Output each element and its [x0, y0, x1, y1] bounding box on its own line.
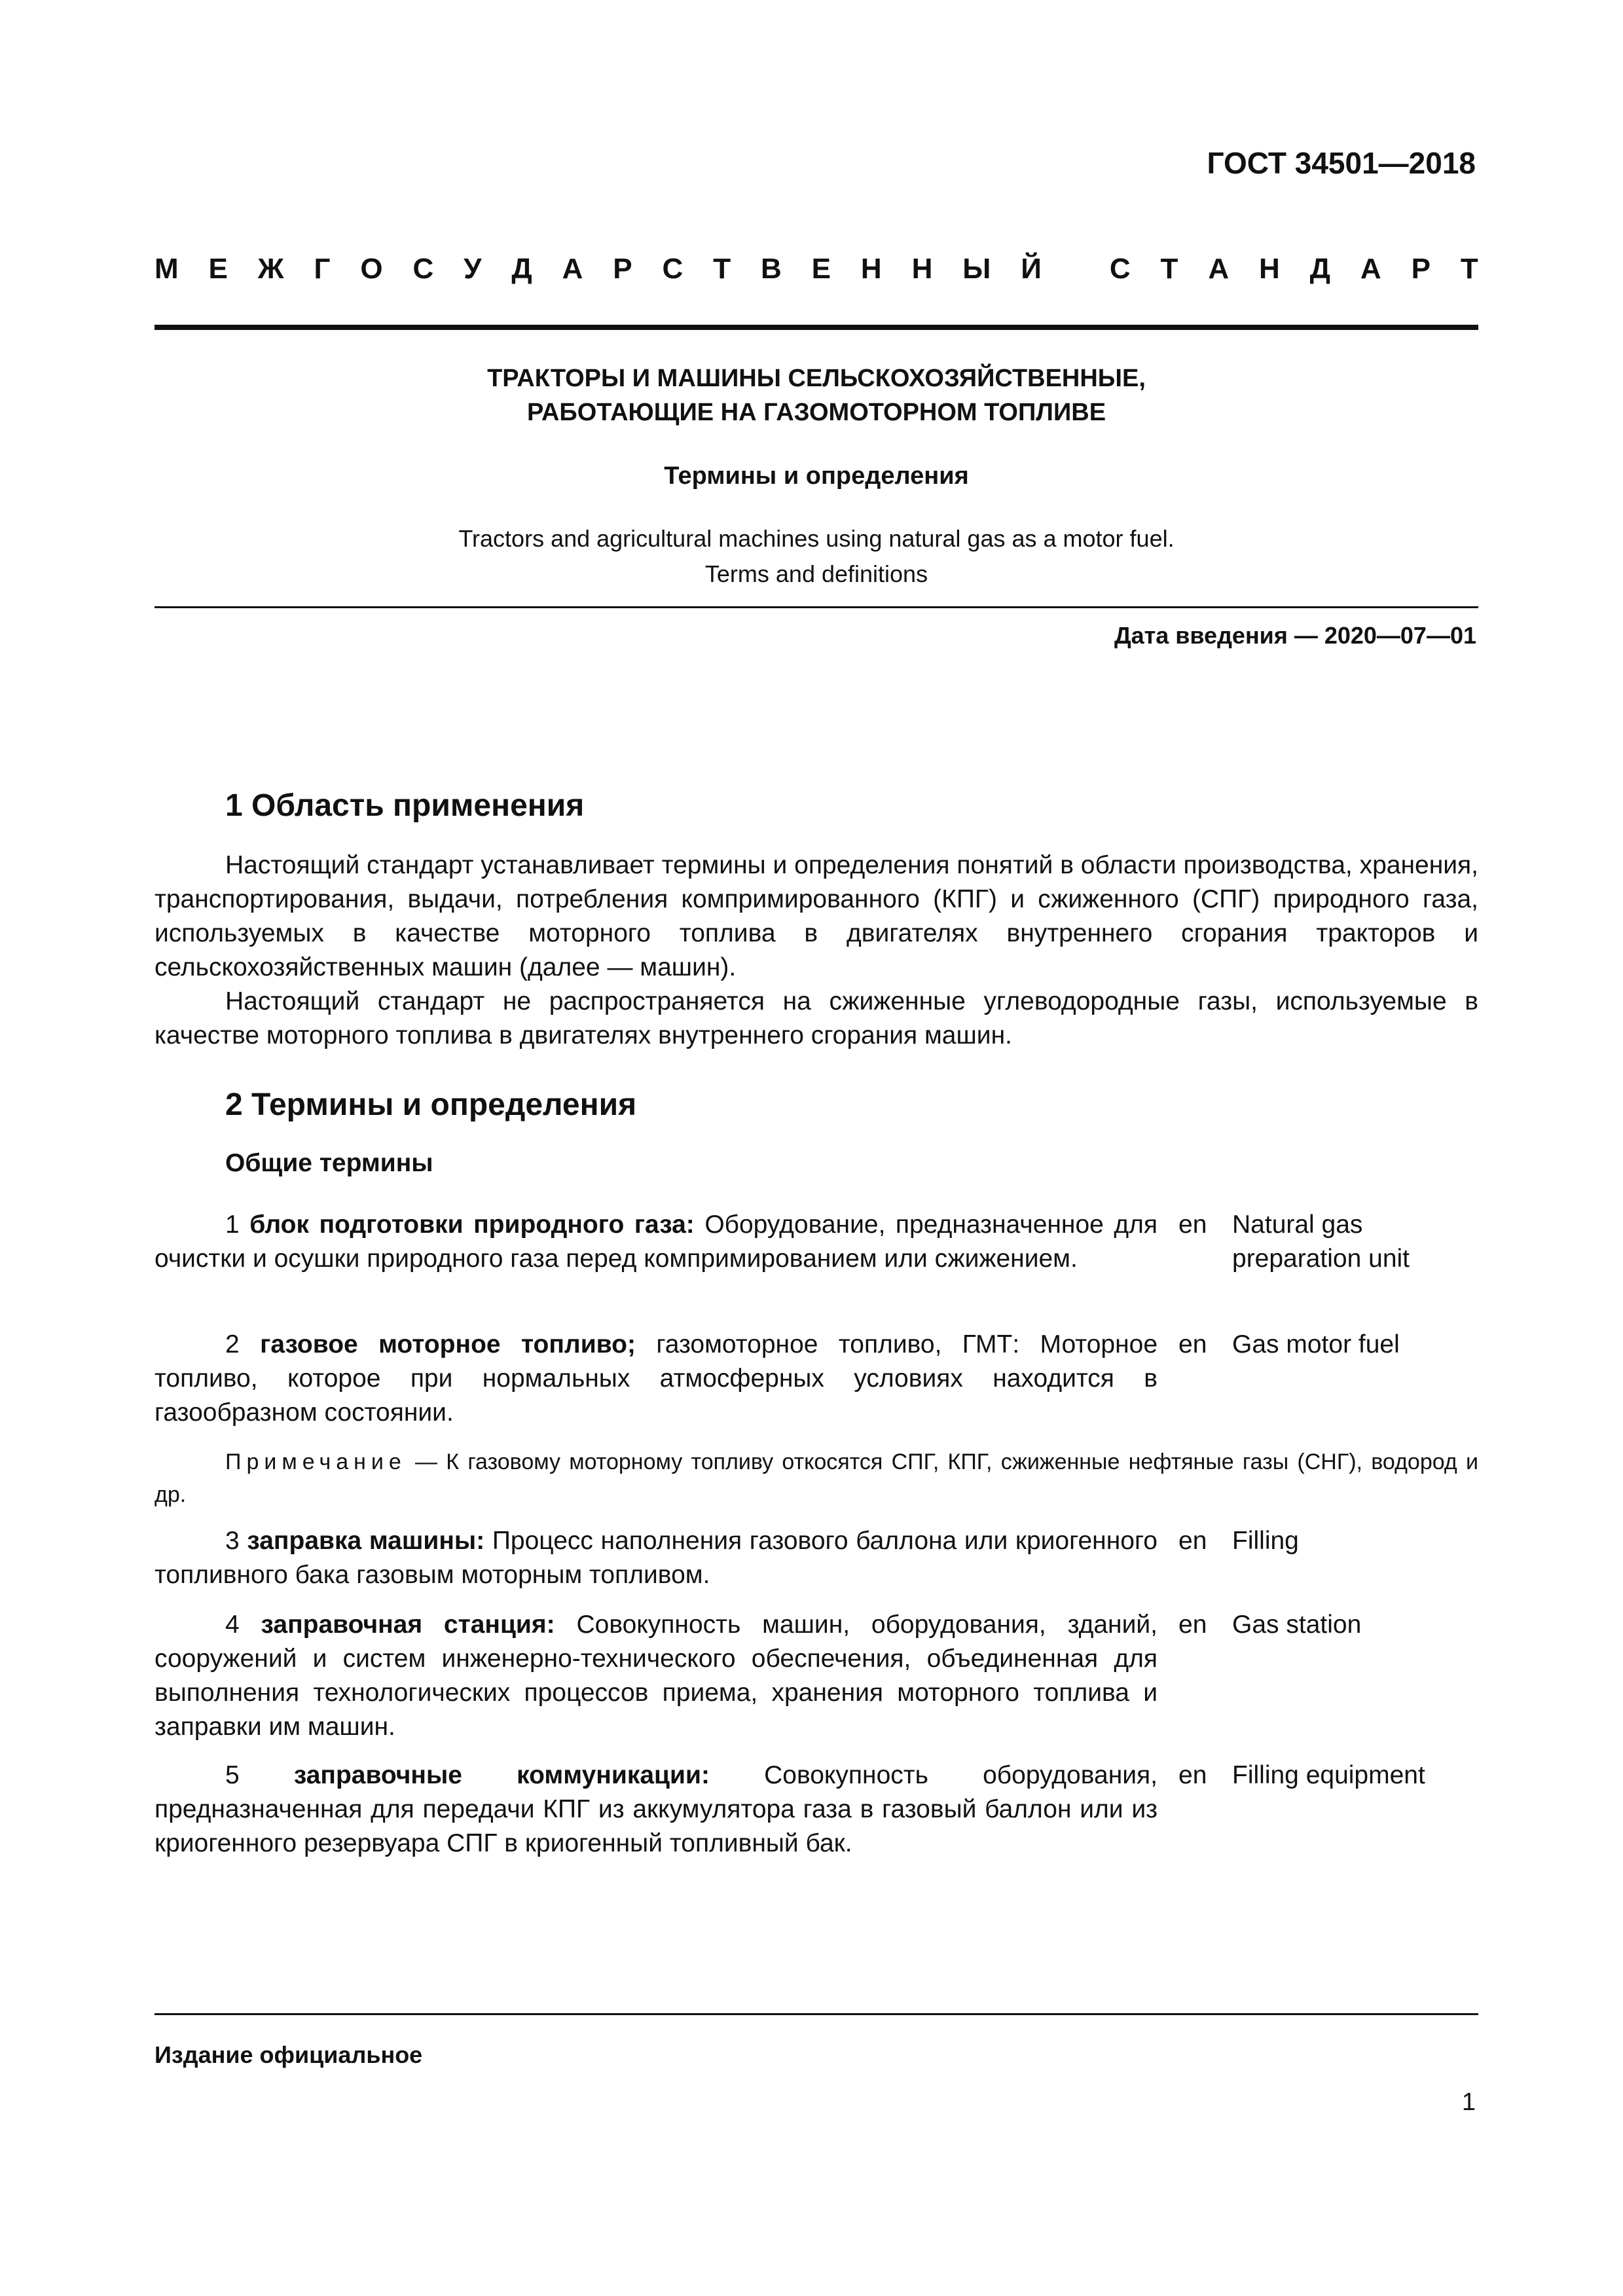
term-number: 2: [225, 1330, 240, 1358]
banner-letter: Е: [811, 253, 831, 285]
term-1-lang: en: [1178, 1211, 1207, 1239]
banner-letter: С: [1109, 253, 1131, 285]
note-text: — К газовому моторному топливу откосятся СПГ, КПГ, сжиженные нефтяные газы (СНГ), водород и др.: [155, 1449, 1478, 1507]
banner-letter: А: [1360, 253, 1381, 285]
banner-letter: Ж: [257, 253, 284, 285]
term-definition: Совокупность машин, оборудования, зданий, сооружений и систем инженерно-технического обеспечения, объединенная для выполнения технологических процессов приема, хранения моторного топлива и заправки им машин.: [155, 1611, 1158, 1741]
document-subtitle: Термины и определения: [664, 462, 969, 490]
section-1-paragraph-1: Настоящий стандарт устанавливает термины и определения понятий в области производства, хранения, транспортирования, выдачи, потребления компримированного (КПГ) и сжиженного (СПГ) природного газа, используемых в качестве моторного топлива в двигателях внутреннего сгорания тракторов и сельскохозяйственных машин (далее — машин).: [155, 851, 1478, 981]
english-title-line-1: Tractors and agricultural machines using natural gas as a motor fuel.: [458, 525, 1175, 552]
banner-gap: [1072, 253, 1080, 285]
section-2-heading: 2 Термины и определения: [225, 1087, 637, 1122]
banner-letter: Р: [613, 253, 632, 285]
footer-rule: [155, 2013, 1478, 2015]
term-4-text: [155, 1608, 1158, 1744]
english-title: [155, 521, 1478, 592]
term-name: заправка машины:: [247, 1527, 485, 1555]
banner-letter: М: [155, 253, 179, 285]
banner-letter: Ы: [962, 253, 991, 285]
term-3-text: [155, 1524, 1158, 1592]
standard-banner: [155, 253, 1478, 285]
banner-letter: Д: [511, 253, 532, 285]
term-definition: газомоторное топливо, ГМТ: Моторное топливо, которое при нормальных атмосферных условиях находится в газообразном состоянии.: [155, 1330, 1158, 1427]
banner-letter: А: [1208, 253, 1230, 285]
term-5-lang: en: [1178, 1761, 1207, 1789]
term-1-english: Natural gas preparation unit: [1232, 1211, 1410, 1273]
title-rule: [155, 606, 1478, 608]
banner-letter: А: [562, 253, 583, 285]
term-definition: Совокупность оборудования, предназначенная для передачи КПГ из аккумулятора газа в газовый баллон или из криогенного резервуара СПГ в криогенный топливный бак.: [155, 1761, 1158, 1857]
term-number: 4: [225, 1611, 240, 1639]
banner-letter: У: [464, 253, 482, 285]
introduction-date: Дата введения — 2020—07—01: [1114, 622, 1476, 649]
term-definition: Процесс наполнения газового баллона или криогенного топливного бака газовым моторным топливом.: [155, 1527, 1158, 1589]
banner-letter: С: [662, 253, 684, 285]
banner-letter: Д: [1309, 253, 1331, 285]
note-label: Примечание: [225, 1449, 407, 1474]
banner-letter: С: [412, 253, 434, 285]
title-line-2: РАБОТАЮЩИЕ НА ГАЗОМОТОРНОМ ТОПЛИВЕ: [526, 399, 1106, 426]
banner-letter: Г: [314, 253, 331, 285]
term-2-note: [155, 1446, 1478, 1511]
term-1-text: [155, 1208, 1158, 1276]
term-name: блок подготовки природного газа:: [249, 1211, 695, 1239]
term-name: заправочные коммуникации:: [293, 1761, 710, 1789]
term-5-english: Filling equipment: [1232, 1761, 1425, 1789]
banner-letter: Т: [713, 253, 731, 285]
term-3-english: Filling: [1232, 1527, 1299, 1555]
term-2-lang: en: [1178, 1330, 1207, 1358]
page-number: 1: [1461, 2088, 1476, 2116]
term-5-text: [155, 1758, 1158, 1861]
banner-letter: Р: [1411, 253, 1431, 285]
section-1-paragraph-2: Настоящий стандарт не распространяется на сжиженные углеводородные газы, используемые в качестве моторного топлива в двигателях внутреннего сгорания машин.: [155, 987, 1478, 1049]
term-4-lang: en: [1178, 1611, 1207, 1639]
banner-letter: Н: [1259, 253, 1280, 285]
header-rule: [155, 325, 1478, 330]
document-title: [155, 361, 1478, 429]
term-number: 3: [225, 1527, 240, 1555]
term-name: заправочная станция:: [261, 1611, 555, 1639]
term-4-english: Gas station: [1232, 1611, 1362, 1639]
term-number: 5: [225, 1761, 240, 1789]
banner-letter: Т: [1160, 253, 1178, 285]
banner-letter: Е: [208, 253, 228, 285]
term-number: 1: [225, 1211, 240, 1239]
banner-letter: Н: [911, 253, 933, 285]
term-name: газовое моторное топливо;: [260, 1330, 636, 1358]
term-2-english: Gas motor fuel: [1232, 1330, 1400, 1358]
banner-letter: В: [761, 253, 782, 285]
term-3-lang: en: [1178, 1527, 1207, 1555]
section-2-subheading: Общие термины: [225, 1149, 433, 1177]
banner-letter: Н: [860, 253, 882, 285]
term-definition: Оборудование, предназначенное для очистки и осушки природного газа перед компримированием или сжижением.: [155, 1211, 1158, 1273]
english-title-line-2: Terms and definitions: [704, 560, 928, 587]
section-1-heading: 1 Область применения: [225, 788, 585, 823]
official-edition-label: Издание официальное: [155, 2041, 423, 2068]
banner-letter: О: [360, 253, 383, 285]
banner-letter: Й: [1021, 253, 1042, 285]
document-code: ГОСТ 34501—2018: [1207, 146, 1476, 180]
banner-letter: Т: [1460, 253, 1478, 285]
title-line-1: ТРАКТОРЫ И МАШИНЫ СЕЛЬСКОХОЗЯЙСТВЕННЫЕ,: [487, 365, 1146, 392]
term-2-text: [155, 1328, 1158, 1430]
